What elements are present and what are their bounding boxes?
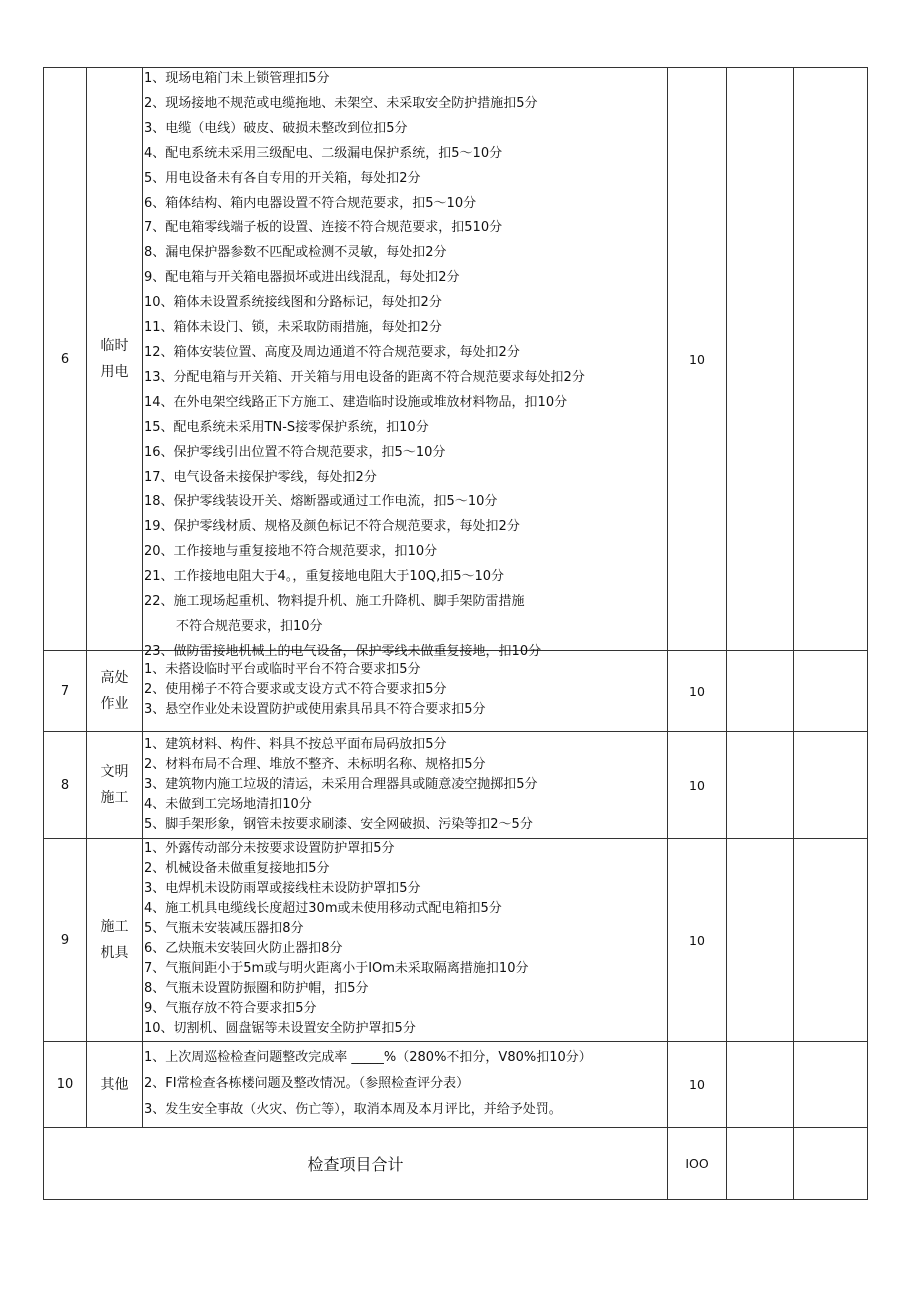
deduction-item: 9、配电箱与开关箱电器损坏或进出线混乱，每处扣2分 bbox=[144, 270, 460, 286]
deduction-cell[interactable] bbox=[727, 1042, 794, 1128]
deduction-item: 5、用电设备未有各自专用的开关箱，每处扣2分 bbox=[144, 170, 421, 186]
deduction-item: 2、现场接地不规范或电缆拖地、未架空、未采取安全防护措施扣5分 bbox=[144, 95, 538, 111]
deduction-item: 16、保护零线引出位置不符合规范要求，扣5～10分 bbox=[144, 444, 446, 460]
remark-cell[interactable] bbox=[794, 839, 868, 1042]
deduction-item: 3、电焊机未设防雨罩或接线柱未设防护罩扣5分 bbox=[144, 881, 421, 896]
deduction-cell[interactable] bbox=[727, 651, 794, 732]
category-name-line: 作业 bbox=[100, 696, 129, 712]
total-row bbox=[44, 1128, 868, 1200]
category-name-line: 用电 bbox=[100, 364, 129, 380]
row-number: 9 bbox=[44, 839, 87, 1042]
remark-cell[interactable] bbox=[794, 651, 868, 732]
deduction-item: 3、悬空作业处未设置防护或使用索具吊具不符合要求扣5分 bbox=[144, 702, 486, 717]
category-name-line: 施工 bbox=[100, 790, 129, 806]
deduction-item: 1、建筑材料、构件、料具不按总平面布局码放扣5分 bbox=[144, 737, 447, 752]
remark-cell[interactable] bbox=[794, 732, 868, 839]
deduction-item: 3、发生安全事故（火灾、伤亡等），取消本周及本月评比，并给予处罚。 bbox=[144, 1102, 562, 1117]
deduction-item: 9、气瓶存放不符合要求扣5分 bbox=[144, 1001, 317, 1016]
row-number: 10 bbox=[44, 1042, 87, 1128]
deduction-item: 21、工作接地电阻大于4。，重复接地电阻大于10Q,扣5～10分 bbox=[144, 569, 505, 585]
deduction-items bbox=[143, 732, 668, 839]
deduction-items bbox=[143, 839, 668, 1042]
deduction-item: 1、未搭设临时平台或临时平台不符合要求扣5分 bbox=[144, 662, 421, 677]
max-score: 10 bbox=[668, 732, 727, 839]
deduction-item: 4、未做到工完场地清扣10分 bbox=[144, 797, 312, 812]
category-name bbox=[87, 68, 143, 651]
deduction-item: 7、气瓶间距小于5m或与明火距离小于IOm未采取隔离措施扣10分 bbox=[144, 961, 529, 976]
deduction-item-continuation: 不符合规范要求，扣10分 bbox=[176, 618, 323, 634]
deduction-item: 2、机械设备未做重复接地扣5分 bbox=[144, 861, 330, 876]
deduction-cell[interactable] bbox=[727, 732, 794, 839]
deduction-item: 15、配电系统未采用TN-S接零保护系统，扣10分 bbox=[144, 419, 429, 435]
category-name-line: 机具 bbox=[100, 945, 129, 961]
deduction-item: 8、气瓶未设置防振圈和防护帽，扣5分 bbox=[144, 981, 369, 996]
deduction-items bbox=[143, 68, 668, 659]
total-remark-cell[interactable] bbox=[794, 1128, 868, 1200]
row-number: 8 bbox=[44, 732, 87, 839]
deduction-item: 5、脚手架形象，钢管未按要求刷漆、安全网破损、污染等扣2～5分 bbox=[144, 817, 533, 832]
category-name-line: 其他 bbox=[100, 1076, 129, 1093]
deduction-item: 17、电气设备未接保护零线，每处扣2分 bbox=[144, 469, 377, 485]
deduction-item: 19、保护零线材质、规格及颜色标记不符合规范要求，每处扣2分 bbox=[144, 519, 520, 535]
deduction-cell[interactable] bbox=[727, 839, 794, 1042]
deduction-item: 4、配电系统未采用三级配电、二级漏电保护系统，扣5～10分 bbox=[144, 145, 503, 161]
deduction-item: 10、切割机、圆盘锯等未设置安全防护罩扣5分 bbox=[144, 1021, 416, 1036]
deduction-item: 13、分配电箱与开关箱、开关箱与用电设备的距离不符合规范要求每处扣2分 bbox=[144, 369, 585, 385]
deduction-item: 7、配电箱零线端子板的设置、连接不符合规范要求，扣510分 bbox=[144, 220, 503, 236]
max-score: 10 bbox=[668, 68, 727, 651]
table-row bbox=[44, 68, 868, 651]
deduction-item: 1、现场电箱门未上锁管理扣5分 bbox=[144, 71, 330, 86]
inspection-score-table bbox=[43, 67, 868, 1200]
deduction-item: 10、箱体未设置系统接线图和分路标记，每处扣2分 bbox=[144, 295, 442, 311]
category-name bbox=[87, 651, 143, 732]
deduction-item: 22、施工现场起重机、物料提升机、施工升降机、脚手架防雷措施 bbox=[144, 594, 525, 610]
deduction-item: 1、上次周巡检检查问题整改完成率 _____%（280%不扣分，V80%扣10分） bbox=[144, 1050, 592, 1065]
deduction-item: 12、箱体安装位置、高度及周边通道不符合规范要求，每处扣2分 bbox=[144, 344, 520, 360]
deduction-item: 3、电缆（电线）破皮、破损未整改到位扣5分 bbox=[144, 120, 408, 136]
deduction-item: 3、建筑物内施工垃圾的清运，未采用合理器具或随意凌空抛掷扣5分 bbox=[144, 777, 538, 792]
deduction-item: 18、保护零线装设开关、熔断器或通过工作电流，扣5～10分 bbox=[144, 494, 498, 510]
table-row bbox=[44, 732, 868, 839]
category-name-line: 高处 bbox=[100, 670, 129, 686]
deduction-item: 11、箱体未设门、锁，未采取防雨措施，每处扣2分 bbox=[144, 320, 442, 336]
table-row bbox=[44, 1042, 868, 1128]
deduction-item: 5、气瓶未安装减压器扣8分 bbox=[144, 921, 304, 936]
deduction-item: 2、FI常检查各栋楼问题及整改情况。（参照检查评分表） bbox=[144, 1076, 470, 1091]
deduction-item: 20、工作接地与重复接地不符合规范要求，扣10分 bbox=[144, 544, 438, 560]
deduction-item: 2、材料布局不合理、堆放不整齐、未标明名称、规格扣5分 bbox=[144, 757, 486, 772]
table-row bbox=[44, 839, 868, 1042]
deduction-item: 6、箱体结构、箱内电器设置不符合规范要求，扣5～10分 bbox=[144, 195, 477, 211]
remark-cell[interactable] bbox=[794, 68, 868, 651]
deduction-cell[interactable] bbox=[727, 68, 794, 651]
deduction-item: 8、漏电保护器参数不匹配或检测不灵敏，每处扣2分 bbox=[144, 245, 447, 261]
deduction-items bbox=[143, 651, 668, 732]
max-score: 10 bbox=[668, 651, 727, 732]
category-name-line: 文明 bbox=[100, 764, 129, 780]
deduction-item: 6、乙炔瓶未安装回火防止器扣8分 bbox=[144, 941, 343, 956]
deduction-items bbox=[143, 1042, 668, 1128]
total-deduction-cell[interactable] bbox=[727, 1128, 794, 1200]
max-score: 10 bbox=[668, 839, 727, 1042]
category-name bbox=[87, 732, 143, 839]
deduction-item: 23、做防雷接地机械上的电气设备，保护零线未做重复接地，扣10分 bbox=[144, 643, 542, 659]
row-number: 6 bbox=[44, 68, 87, 651]
deduction-item: 4、施工机具电缆线长度超过30m或未使用移动式配电箱扣5分 bbox=[144, 901, 502, 916]
deduction-item: 1、外露传动部分未按要求设置防护罩扣5分 bbox=[144, 841, 395, 856]
category-name bbox=[87, 839, 143, 1042]
category-name bbox=[87, 1042, 143, 1128]
remark-cell[interactable] bbox=[794, 1042, 868, 1128]
category-name-line: 施工 bbox=[100, 919, 129, 935]
category-name-line: 临时 bbox=[100, 338, 129, 354]
total-label: 检查项目合计 bbox=[44, 1128, 668, 1200]
deduction-item: 2、使用梯子不符合要求或支设方式不符合要求扣5分 bbox=[144, 682, 447, 697]
max-score: 10 bbox=[668, 1042, 727, 1128]
total-score: IOO bbox=[668, 1128, 727, 1200]
deduction-item: 14、在外电架空线路正下方施工、建造临时设施或堆放材料物品，扣10分 bbox=[144, 394, 568, 410]
row-number: 7 bbox=[44, 651, 87, 732]
